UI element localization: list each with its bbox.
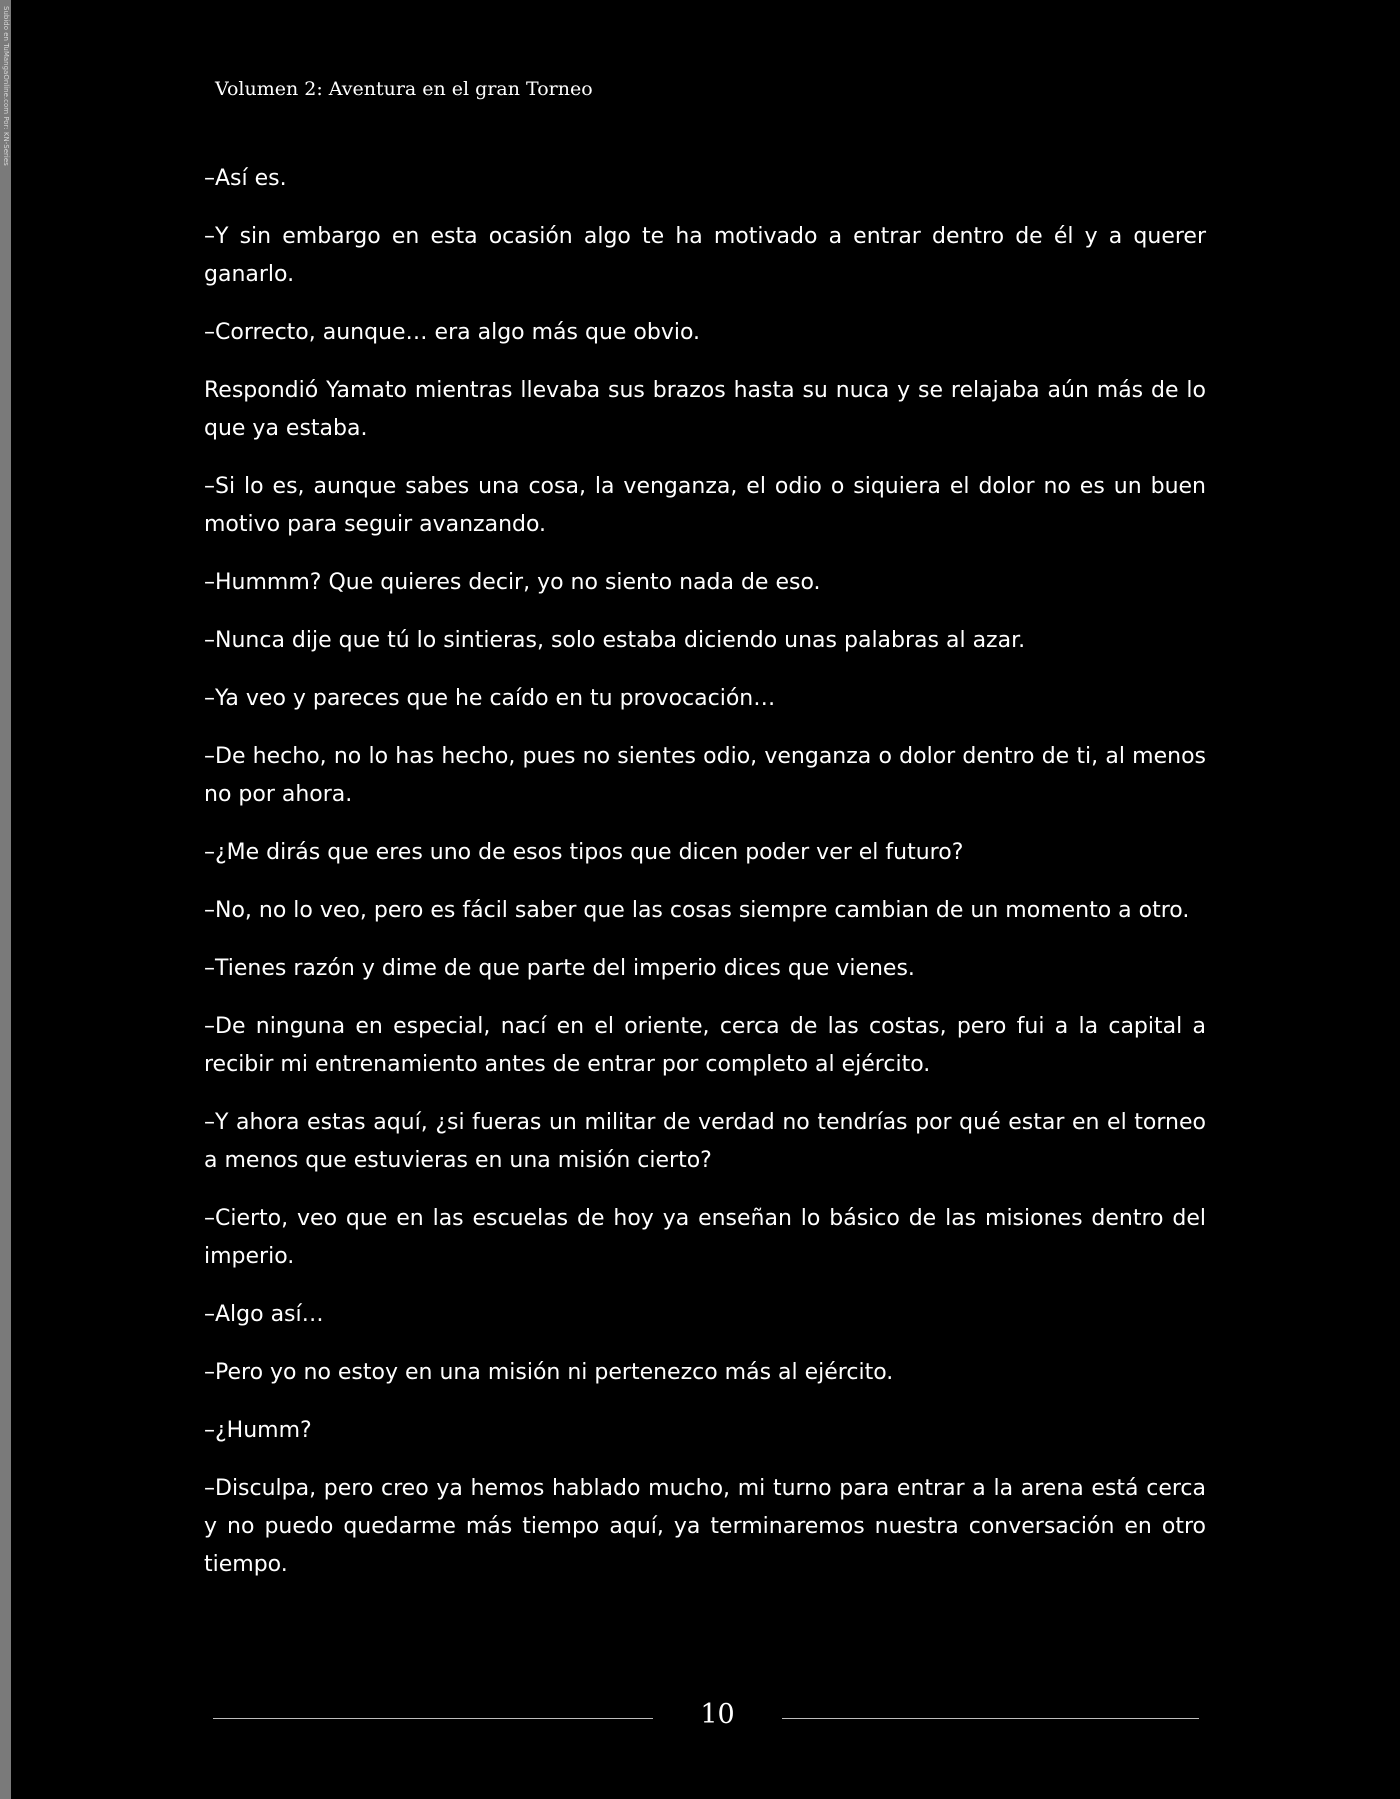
running-header: Volumen 2: Aventura en el gran Torneo [215,78,593,100]
body-text [204,160,1206,1604]
paragraph: –No, no lo veo, pero es fácil saber que las cosas siempre cambian de un momento a otro. [204,898,1190,923]
paragraph: –Ya veo y pareces que he caído en tu provocación… [204,686,776,711]
paragraph: –Pero yo no estoy en una misión ni pertenezco más al ejército. [204,1360,894,1385]
page-number: 10 [700,1699,735,1730]
paragraph: –Hummm? Que quieres decir, yo no siento nada de eso. [204,570,821,595]
paragraph: –Algo así… [204,1302,324,1327]
upload-credit: Subido en TuMangaOnline.com Por: KN-Series [2,6,10,166]
paragraph: –De hecho, no lo has hecho, pues no sientes odio, venganza o dolor dentro de ti, al menos no por ahora. [204,744,1206,807]
paragraph: –De ninguna en especial, nací en el oriente, cerca de las costas, pero fui a la capital a recibir mi entrenamiento antes de entrar por completo al ejército. [204,1014,1206,1077]
paragraph: –¿Me dirás que eres uno de esos tipos que dicen poder ver el futuro? [204,840,964,865]
paragraph: –Cierto, veo que en las escuelas de hoy ya enseñan lo básico de las misiones dentro del imperio. [204,1206,1206,1269]
paragraph: –Así es. [204,166,287,191]
paragraph: –Y sin embargo en esta ocasión algo te ha motivado a entrar dentro de él y a querer ganarlo. [204,224,1206,287]
paragraph: –Nunca dije que tú lo sintieras, solo estaba diciendo unas palabras al azar. [204,628,1026,653]
paragraph: –Disculpa, pero creo ya hemos hablado mucho, mi turno para entrar a la arena está cerca y no puedo quedarme más tiempo aquí, ya terminaremos nuestra conversación en otro tiempo. [204,1476,1206,1577]
paragraph: –Tienes razón y dime de que parte del imperio dices que vienes. [204,956,915,981]
page-footer [213,1695,1199,1741]
paragraph: Respondió Yamato mientras llevaba sus brazos hasta su nuca y se relajaba aún más de lo que ya estaba. [204,378,1206,441]
side-strip [0,0,11,1799]
footer-rule-right [782,1718,1199,1719]
paragraph: –Correcto, aunque… era algo más que obvio. [204,320,701,345]
footer-rule-left [213,1718,653,1719]
paragraph: –Y ahora estas aquí, ¿si fueras un militar de verdad no tendrías por qué estar en el torneo a menos que estuvieras en una misión cierto? [204,1110,1206,1173]
paragraph: –¿Humm? [204,1418,312,1443]
paragraph: –Si lo es, aunque sabes una cosa, la venganza, el odio o siquiera el dolor no es un buen motivo para seguir avanzando. [204,474,1206,537]
